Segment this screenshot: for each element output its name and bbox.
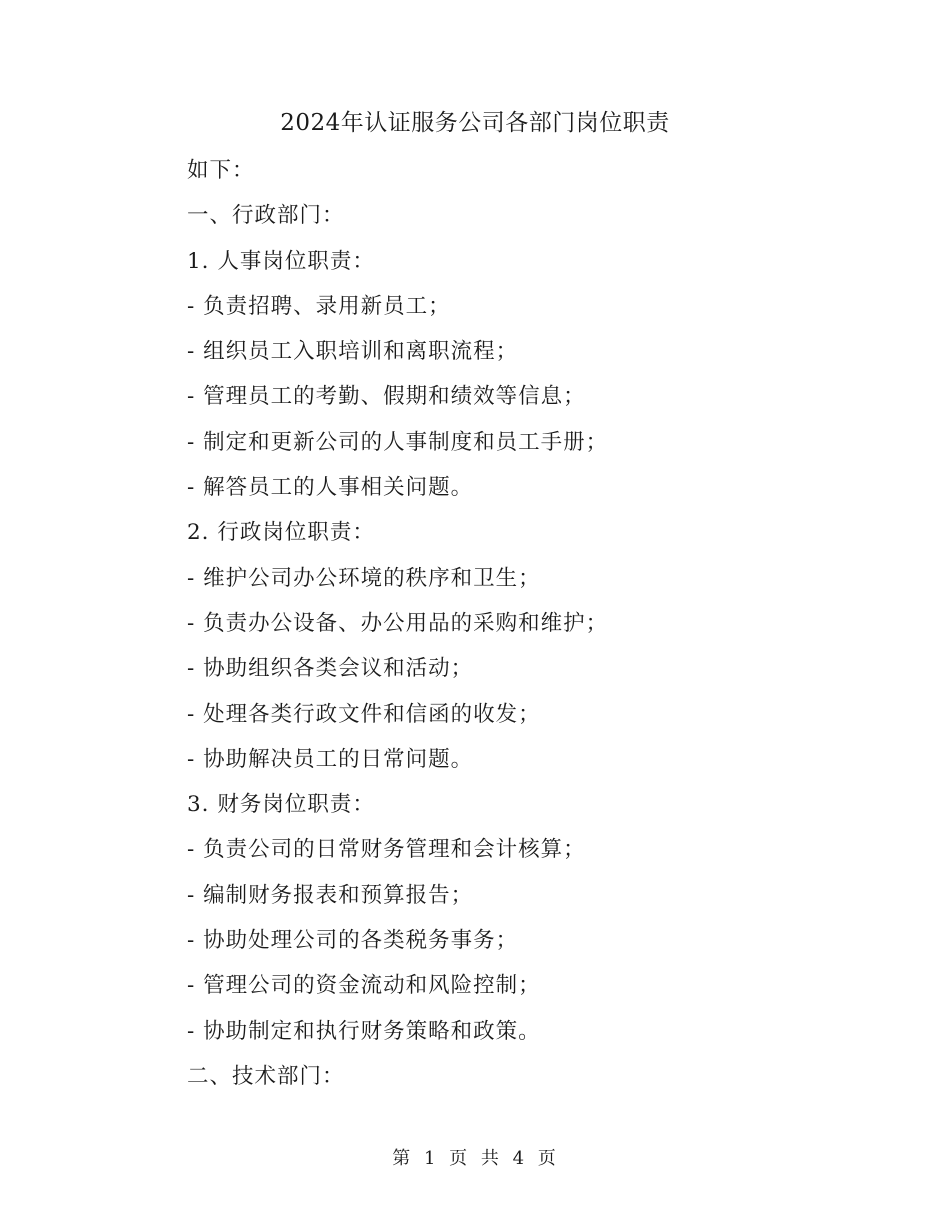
- list-item: - 协助处理公司的各类税务事务；: [187, 928, 519, 954]
- list-item: - 解答员工的人事相关问题。: [187, 475, 474, 501]
- list-item: - 协助组织各类会议和活动；: [187, 656, 474, 682]
- section-heading-tech: 二、技术部门：: [187, 1063, 345, 1089]
- section-heading-admin: 一、行政部门：: [187, 203, 345, 229]
- list-item: - 编制财务报表和预算报告；: [187, 882, 474, 908]
- list-item: - 维护公司办公环境的秩序和卫生；: [187, 565, 541, 591]
- subheading-hr-duties: 1. 人事岗位职责：: [187, 248, 375, 274]
- list-item: - 负责公司的日常财务管理和会计核算；: [187, 837, 586, 863]
- subheading-finance-duties: 3. 财务岗位职责：: [187, 792, 375, 818]
- page-number-footer: 第 1 页 共 4 页: [392, 1148, 558, 1169]
- document-body: [187, 152, 867, 1103]
- list-item: - 制定和更新公司的人事制度和员工手册；: [187, 429, 609, 455]
- list-item: - 组织员工入职培训和离职流程；: [187, 339, 519, 365]
- subheading-admin-duties: 2. 行政岗位职责：: [187, 520, 375, 546]
- list-item: - 负责办公设备、办公用品的采购和维护；: [187, 610, 609, 636]
- list-item: - 负责招聘、录用新员工；: [187, 293, 451, 319]
- list-item: - 管理员工的考勤、假期和绩效等信息；: [187, 384, 586, 410]
- intro-line: 如下：: [187, 158, 255, 183]
- list-item: - 处理各类行政文件和信函的收发；: [187, 701, 541, 727]
- list-item: - 管理公司的资金流动和风险控制；: [187, 973, 541, 999]
- list-item: - 协助制定和执行财务策略和政策。: [187, 1018, 541, 1044]
- document-title: 2024年认证服务公司各部门岗位职责: [280, 110, 670, 136]
- list-item: - 协助解决员工的日常问题。: [187, 746, 474, 772]
